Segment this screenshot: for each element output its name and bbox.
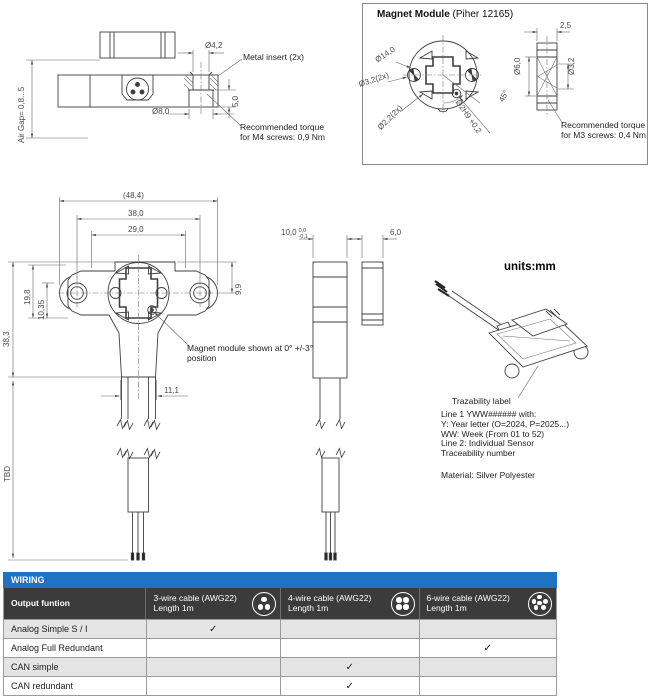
dimension-overall-48-4: (48,4) xyxy=(123,191,144,200)
metal-insert-note: Metal insert (2x) xyxy=(243,52,304,62)
cell-4-wire xyxy=(280,639,419,657)
dimension-2-5: 2,5 xyxy=(560,21,572,30)
dimension-tbd: TBD xyxy=(3,466,12,482)
side-view-dimensions xyxy=(299,235,397,258)
cable-4-wire-icon xyxy=(391,592,415,616)
dimension-10-0-tolerance xyxy=(299,228,308,240)
dimension-6-0: 6,0 xyxy=(390,228,402,237)
cell-6-wire: ✓ xyxy=(419,639,557,657)
air-gap-dimension: Air Gap= 0,8...5 xyxy=(17,86,26,143)
wiring-title-bar: WIRING xyxy=(3,572,557,588)
cable-6-wire-icon xyxy=(528,592,552,616)
installation-side-view xyxy=(58,32,218,107)
traceability-info-block xyxy=(441,410,569,459)
dimension-dia-2-2-2x: Ø2,2(2x) xyxy=(375,103,405,132)
row-label: Analog Simple S / I xyxy=(11,624,88,634)
cell-6-wire xyxy=(419,658,557,676)
sensor-side-views xyxy=(313,262,383,560)
traceability-line-5: Traceability number xyxy=(441,448,516,459)
dimension-dia-3-2: Ø3,2 xyxy=(567,57,576,75)
dimension-38-3: 38,3 xyxy=(2,331,11,347)
cell-3-wire: ✓ xyxy=(146,620,281,638)
dimension-dia-6-0: Ø6,0 xyxy=(513,57,522,75)
dimension-11-1: 11,1 xyxy=(164,386,179,395)
wiring-header-3-wire-text xyxy=(153,594,236,613)
tolerance-upper: 0,0 xyxy=(298,228,307,234)
cable-3-wire-length: Length 1m xyxy=(153,602,194,613)
table-row-can-redundant xyxy=(4,676,556,695)
dimension-angle-45: 45° xyxy=(497,88,511,104)
cell-3-wire xyxy=(146,658,281,676)
torque-m3-note: Recommended torque for M3 screws: 0,4 Nm xyxy=(561,120,647,140)
dimension-dia-8-0: Ø8,0 xyxy=(152,107,170,116)
wiring-header-4-wire-text xyxy=(288,594,371,613)
dimension-38-0: 38,0 xyxy=(128,209,144,218)
magnet-module-title-bold: Magnet Module xyxy=(377,9,450,20)
dimension-dia-3-2-2x: Ø3,2(2x) xyxy=(357,70,390,89)
dimension-dia-14-0: Ø14,0 xyxy=(373,44,397,65)
dimension-19-8: 19,8 xyxy=(23,289,32,305)
traceability-label-caption: Trazability label xyxy=(452,396,511,406)
traceability-line-3: WW: Week (From 01 to 52) xyxy=(441,428,545,439)
units-note: units:mm xyxy=(504,261,556,273)
cell-3-wire xyxy=(146,677,281,695)
row-label: CAN redundant xyxy=(11,681,74,691)
cable-6-wire-length: Length 1m xyxy=(426,602,467,613)
material-note: Material: Silver Polyester xyxy=(441,470,536,480)
table-row-analog-full-redundant xyxy=(4,638,556,657)
magnet-module-title xyxy=(377,9,513,20)
cable-6-wire-name: 6-wire cable (AWG22) xyxy=(426,593,510,603)
traceability-line-1: Line 1 YWW###### with: xyxy=(441,409,537,419)
cable-3-wire-name: 3-wire cable (AWG22) xyxy=(153,593,237,603)
wiring-header-4-wire xyxy=(280,588,419,619)
cell-6-wire xyxy=(419,677,557,695)
wiring-header-3-wire xyxy=(145,588,280,619)
dimension-dia-2h9: Ø2H9 +0,2 xyxy=(453,98,484,136)
sensor-3d-view xyxy=(435,281,588,378)
cable-4-wire-name: 4-wire cable (AWG22) xyxy=(288,593,372,603)
tolerance-lower: -0,1 xyxy=(298,234,309,240)
wiring-header-row xyxy=(4,588,556,619)
row-label: Analog Full Redundant xyxy=(11,643,103,653)
wiring-header-output-function: Output funtion xyxy=(11,597,71,608)
traceability-line-2: Y: Year letter (O=2024, P=2025...) xyxy=(441,418,570,429)
cell-4-wire: ✓ xyxy=(280,658,419,676)
magnet-module-front xyxy=(408,41,558,111)
dimension-10-0: 10,0 xyxy=(281,228,297,237)
magnet-module-box-border xyxy=(363,4,648,165)
table-row-analog-simple xyxy=(4,619,556,638)
magnet-module-title-sub: (Piher 12165) xyxy=(449,9,514,20)
cell-4-wire: ✓ xyxy=(280,677,419,695)
torque-m4-note: Recommended torque for M4 screws: 0,9 Nm xyxy=(240,122,326,142)
table-row-can-simple xyxy=(4,657,556,676)
wiring-header-6-wire-text xyxy=(427,594,510,613)
dimension-dia-4-2: Ø4,2 xyxy=(205,41,223,50)
dimension-29-0: 29,0 xyxy=(128,225,144,234)
cell-6-wire xyxy=(419,620,557,638)
cell-3-wire xyxy=(146,639,281,657)
wiring-table xyxy=(3,573,557,696)
cable-4-wire-length: Length 1m xyxy=(288,602,329,613)
dimension-5-0: 5,0 xyxy=(231,95,240,107)
row-label: CAN simple xyxy=(11,662,59,672)
traceability-line-4: Line 2: Individual Sensor xyxy=(441,438,535,449)
dimension-9-9: 9,9 xyxy=(234,283,243,295)
wiring-header-6-wire xyxy=(419,588,557,619)
cell-4-wire xyxy=(280,620,419,638)
cable-break-marks xyxy=(117,420,345,459)
dimension-10-0-toleranced xyxy=(281,228,308,240)
front-view-dimensions xyxy=(8,197,237,560)
cable-3-wire-icon xyxy=(252,592,276,616)
dimension-10-35: 10,35 xyxy=(37,299,46,320)
magnet-position-note: Magnet module shown at 0° +/-3° position xyxy=(187,343,314,363)
